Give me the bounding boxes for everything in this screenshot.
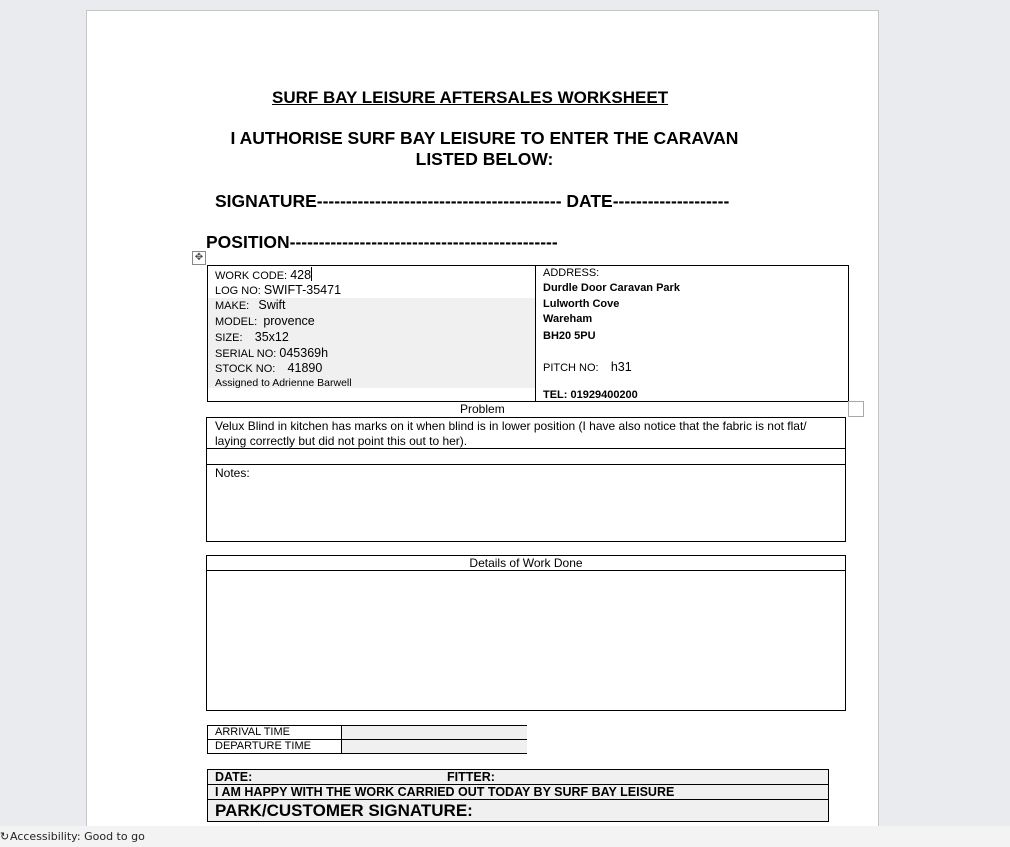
make-label: MAKE: xyxy=(215,300,250,312)
stock-row xyxy=(215,361,322,375)
table-move-handle-icon[interactable]: ✥ xyxy=(192,251,206,265)
fitter-label: FITTER: xyxy=(447,770,495,784)
divider xyxy=(207,464,845,465)
status-bar xyxy=(0,826,1010,847)
work-code-row xyxy=(215,267,312,282)
arrival-time-row xyxy=(208,726,526,739)
log-no-label: LOG NO: xyxy=(215,285,261,297)
log-no-row xyxy=(215,283,341,297)
caravan-details-cell[interactable] xyxy=(208,266,536,401)
text-cursor xyxy=(311,267,312,281)
departure-time-label: DEPARTURE TIME xyxy=(215,740,311,752)
work-done-heading: Details of Work Done xyxy=(207,556,845,571)
arrival-time-field[interactable] xyxy=(341,726,527,739)
worksheet-title: SURF BAY LEISURE AFTERSALES WORKSHEET xyxy=(272,88,669,107)
row-end-marker xyxy=(848,401,864,417)
model-row xyxy=(215,314,315,328)
satisfaction-row xyxy=(208,784,828,799)
stock-value: 41890 xyxy=(287,361,323,375)
address-line-1: Durdle Door Caravan Park xyxy=(543,282,680,294)
size-value: 35x12 xyxy=(254,330,289,344)
divider xyxy=(207,448,845,449)
pitch-label: PITCH NO: xyxy=(543,362,599,374)
departure-time-field[interactable] xyxy=(341,740,527,753)
log-no-value: SWIFT-35471 xyxy=(263,283,342,297)
date-fitter-row xyxy=(208,770,828,784)
accessibility-icon[interactable]: ↻ xyxy=(0,830,10,843)
satisfaction-statement: I AM HAPPY WITH THE WORK CARRIED OUT TODAY BY SURF BAY LEISURE xyxy=(215,785,675,799)
work-done-table[interactable] xyxy=(206,555,846,711)
signature-date-line: SIGNATURE------------------------------------------ DATE-------------------- xyxy=(215,191,730,211)
date-label: DATE: xyxy=(215,770,253,784)
pitch-row xyxy=(543,360,632,374)
pitch-value: h31 xyxy=(610,360,632,374)
notes-label: Notes: xyxy=(215,466,250,480)
make-row xyxy=(215,298,286,312)
model-value: provence xyxy=(263,314,315,328)
document-page[interactable] xyxy=(86,10,879,827)
caravan-info-table xyxy=(207,265,849,402)
authorisation-statement: I AUTHORISE SURF BAY LEISURE TO ENTER THE CARAVAN LISTED BELOW: xyxy=(230,128,739,169)
customer-signature-row xyxy=(208,799,828,821)
stock-label: STOCK NO: xyxy=(215,363,276,375)
customer-signature-label: PARK/CUSTOMER SIGNATURE: xyxy=(215,801,473,820)
address-label: ADDRESS: xyxy=(543,267,600,279)
address-line-4: BH20 5PU xyxy=(543,330,596,342)
problem-description[interactable]: Velux Blind in kitchen has marks on it when blind is in lower position (I have also notice that the fabric is not flat/ laying correctly but did not point this out to her). xyxy=(215,419,807,448)
arrival-time-label: ARRIVAL TIME xyxy=(215,726,290,738)
size-label: SIZE: xyxy=(215,332,243,344)
work-code-label: WORK CODE: xyxy=(215,270,288,282)
departure-time-row xyxy=(208,739,526,753)
model-label: MODEL: xyxy=(215,316,258,328)
position-line: POSITION---------------------------------------------- xyxy=(206,232,558,252)
problem-heading: Problem xyxy=(460,402,505,416)
serial-row xyxy=(215,346,328,360)
size-row xyxy=(215,330,289,344)
assigned-to: Assigned to Adrienne Barwell xyxy=(215,377,352,389)
serial-value: 045369h xyxy=(279,346,329,360)
telephone: TEL: 01929400200 xyxy=(543,389,638,401)
address-line-3: Wareham xyxy=(543,313,593,325)
serial-label: SERIAL NO: xyxy=(215,348,277,360)
times-table xyxy=(207,725,527,754)
work-code-value: 428 xyxy=(290,268,312,282)
make-value: Swift xyxy=(258,298,286,312)
signoff-table[interactable] xyxy=(207,769,829,822)
problem-table[interactable] xyxy=(206,417,846,542)
accessibility-status[interactable]: Accessibility: Good to go xyxy=(10,830,145,843)
address-line-2: Lulworth Cove xyxy=(543,298,620,310)
